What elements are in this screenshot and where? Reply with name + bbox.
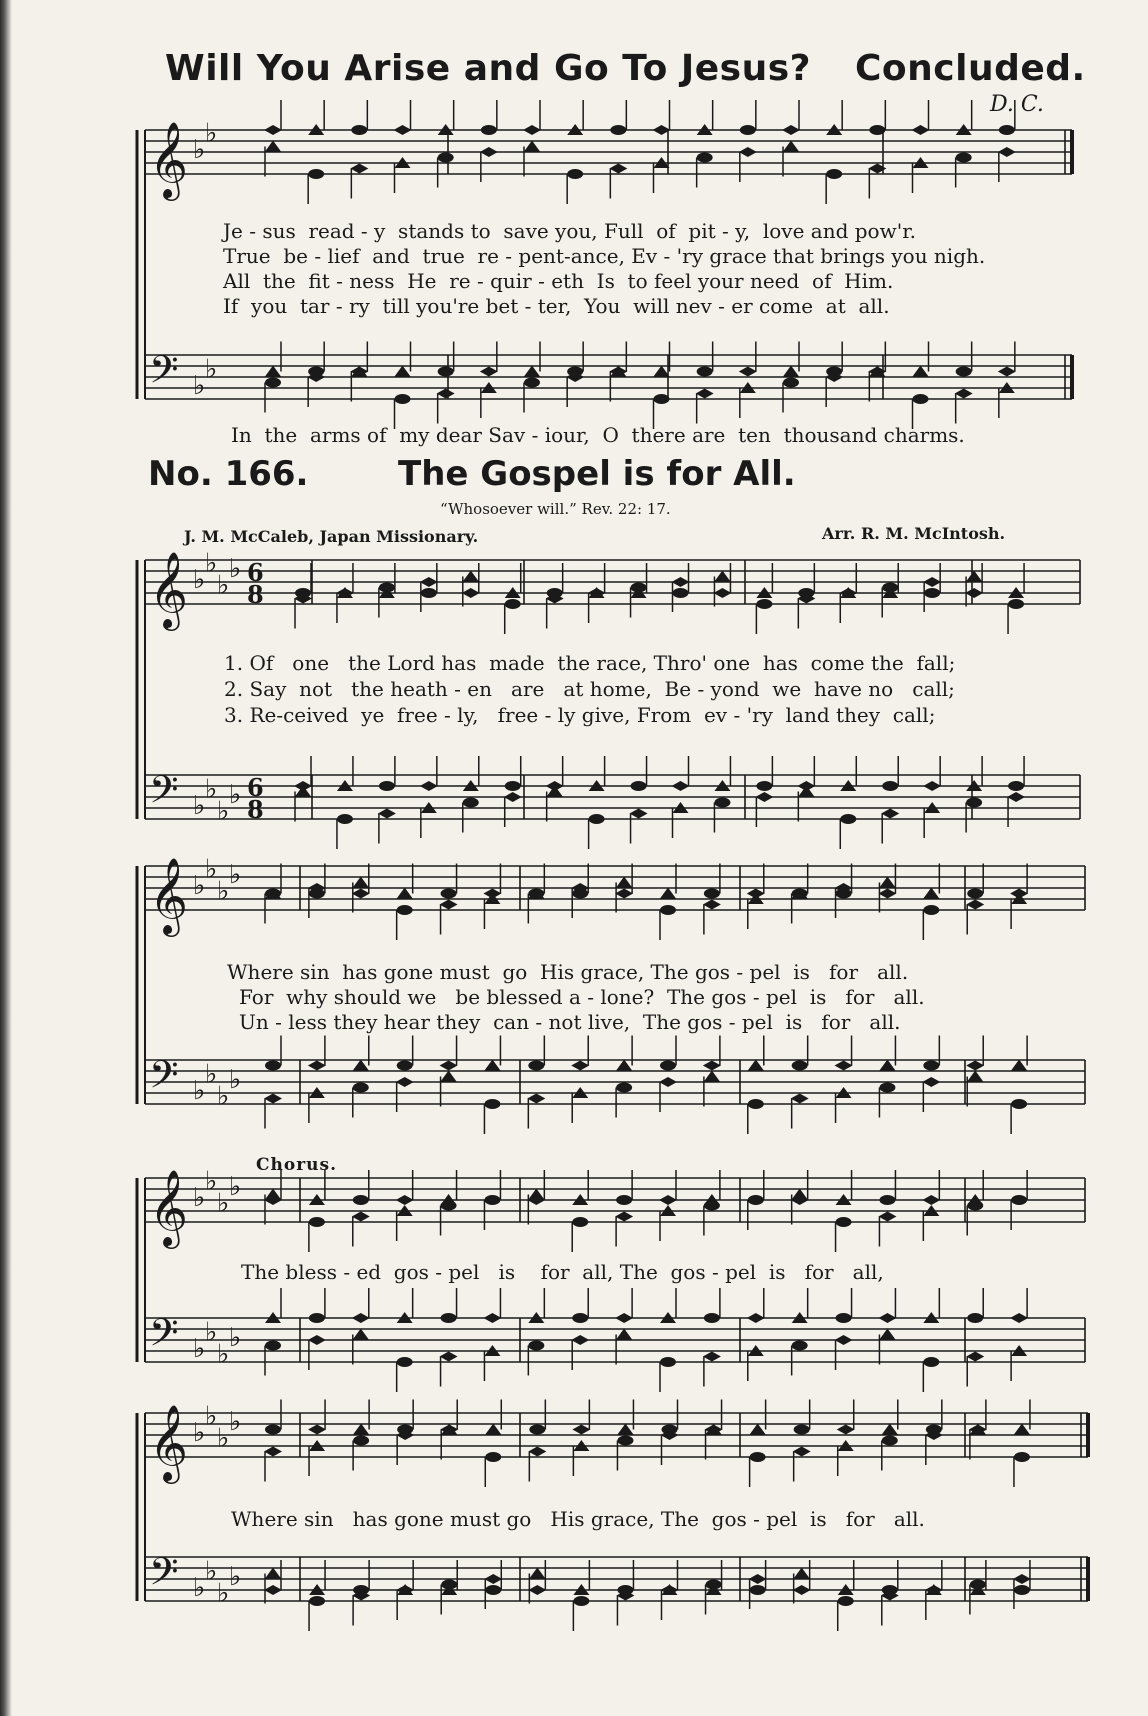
shape-note-triangle bbox=[524, 141, 540, 152]
shape-note-diamond bbox=[352, 889, 370, 899]
bass-clef: 𝄢 bbox=[149, 1052, 179, 1106]
shape-note-triangle bbox=[616, 1060, 632, 1071]
shape-note-diamond bbox=[966, 1352, 984, 1362]
shape-note-round bbox=[485, 1585, 501, 1595]
shape-note-round bbox=[913, 394, 929, 404]
shape-note-diamond bbox=[703, 1061, 721, 1071]
shape-note-diamond bbox=[749, 1574, 767, 1584]
shape-note-diamond bbox=[504, 792, 522, 802]
shape-note-triangle bbox=[704, 1071, 720, 1082]
shape-note-triangle bbox=[395, 366, 411, 377]
shape-note-round bbox=[792, 1061, 808, 1071]
shape-note-round bbox=[956, 367, 972, 377]
shape-note-round bbox=[631, 781, 647, 791]
shape-note-diamond bbox=[923, 577, 941, 587]
shape-note-diamond bbox=[659, 1077, 677, 1087]
hymn-number: No. 166. bbox=[148, 454, 309, 494]
flat-sign: ♭ bbox=[193, 1334, 206, 1364]
shape-note-round bbox=[836, 1313, 852, 1323]
shape-note-round bbox=[704, 889, 720, 899]
shape-note-diamond bbox=[1007, 792, 1025, 802]
chorus-line-2: Where sin has gone must go His grace, The gos - pel is for all. bbox=[231, 1507, 925, 1531]
shape-note-diamond bbox=[782, 125, 800, 135]
shape-note-round bbox=[714, 798, 730, 808]
shape-note-diamond bbox=[308, 1335, 326, 1345]
shape-note-diamond bbox=[396, 1195, 414, 1205]
time-signature-top: 6 bbox=[247, 773, 264, 802]
shape-note-round bbox=[308, 169, 324, 179]
shape-note-round bbox=[309, 1596, 325, 1606]
shape-note-diamond bbox=[440, 1061, 458, 1071]
shape-note-round bbox=[882, 1436, 898, 1446]
shape-note-diamond bbox=[912, 125, 930, 135]
shape-note-round bbox=[840, 814, 856, 824]
shape-note-round bbox=[970, 1580, 986, 1590]
shape-note-round bbox=[610, 125, 626, 135]
flat-sign: ♭ bbox=[229, 554, 242, 584]
shape-note-diamond bbox=[966, 900, 984, 910]
shape-note-triangle bbox=[794, 1568, 810, 1579]
shape-note-round bbox=[441, 1580, 457, 1590]
flat-sign: ♭ bbox=[229, 780, 242, 810]
shape-note-round bbox=[967, 1201, 983, 1211]
shape-note-diamond bbox=[878, 1212, 896, 1222]
shape-note-round bbox=[397, 1061, 413, 1071]
continuation-refrain: In the arms of my dear Sav - iour, O there are ten thousand charms. bbox=[231, 423, 965, 447]
shape-note-round bbox=[265, 1061, 281, 1071]
shape-note-diamond bbox=[308, 1061, 326, 1071]
shape-note-diamond bbox=[1013, 1574, 1031, 1584]
shape-note-diamond bbox=[440, 1352, 458, 1362]
shape-note-round bbox=[265, 889, 281, 899]
shape-note-diamond bbox=[703, 1352, 721, 1362]
shape-note-triangle bbox=[882, 1424, 898, 1435]
continued-title-text: Will You Arise and Go To Jesus? bbox=[165, 48, 812, 89]
shape-note-triangle bbox=[485, 1424, 501, 1435]
shape-note-round bbox=[1014, 1452, 1030, 1462]
shape-note-round bbox=[838, 1596, 854, 1606]
bass-clef: 𝄢 bbox=[149, 347, 179, 401]
shape-note-triangle bbox=[923, 888, 939, 899]
flat-sign: ♭ bbox=[217, 1578, 230, 1609]
shape-note-triangle bbox=[617, 1424, 633, 1435]
shape-note-round bbox=[740, 125, 756, 135]
shape-note-round bbox=[567, 169, 583, 179]
shape-note-diamond bbox=[835, 1335, 853, 1345]
chorus-label: Chorus. bbox=[256, 1155, 338, 1175]
flat-sign: ♭ bbox=[229, 1065, 242, 1095]
shape-note-diamond bbox=[437, 389, 455, 399]
shape-note-triangle bbox=[353, 877, 369, 888]
flat-sign: ♭ bbox=[205, 354, 218, 385]
hymn-title: The Gospel is for All. bbox=[398, 454, 796, 494]
shape-note-round bbox=[923, 905, 939, 915]
shape-note-round bbox=[485, 1452, 501, 1462]
shape-note-triangle bbox=[660, 888, 676, 899]
shape-note-diamond bbox=[672, 781, 690, 791]
shape-note-round bbox=[265, 378, 281, 388]
shape-note-round bbox=[792, 889, 808, 899]
chorus-line-1: The bless - ed gos - pel is for all, The gos - pel is for all, bbox=[241, 1260, 884, 1284]
shape-note-round bbox=[397, 905, 413, 915]
shape-note-triangle bbox=[265, 1568, 281, 1579]
shape-note-round bbox=[1014, 1585, 1030, 1595]
shape-note-diamond bbox=[966, 1061, 984, 1071]
shape-note-diamond bbox=[998, 367, 1016, 377]
shape-note-round bbox=[353, 1436, 369, 1446]
shape-note-round bbox=[792, 1341, 808, 1351]
shape-note-diamond bbox=[878, 889, 896, 899]
shape-note-triangle bbox=[528, 1189, 544, 1200]
shape-note-round bbox=[654, 394, 670, 404]
shape-note-diamond bbox=[483, 1313, 501, 1323]
shape-note-diamond bbox=[955, 389, 973, 399]
flat-sign: ♭ bbox=[217, 570, 230, 601]
shape-note-diamond bbox=[739, 367, 757, 377]
shape-note-triangle bbox=[966, 571, 982, 582]
flat-sign: ♭ bbox=[193, 1573, 206, 1603]
treble-clef: 𝄞 bbox=[149, 121, 189, 198]
continuation-verse-3: All the fit - ness He re - quir - eth Is to feel your need of Him. bbox=[223, 269, 894, 293]
shape-note-round bbox=[309, 1217, 325, 1227]
time-signature-bottom: 8 bbox=[247, 580, 264, 609]
shape-note-round bbox=[528, 889, 544, 899]
shape-note-diamond bbox=[878, 1313, 896, 1323]
shape-note-diamond bbox=[609, 164, 627, 174]
shape-note-round bbox=[660, 1061, 676, 1071]
continuation-verse-1: Je - sus read - y stands to save you, Full of pit - y, love and pow'r. bbox=[223, 219, 916, 243]
shape-note-diamond bbox=[739, 147, 757, 157]
shape-note-diamond bbox=[352, 1212, 370, 1222]
shape-note-triangle bbox=[463, 571, 479, 582]
shape-note-triangle bbox=[529, 1568, 545, 1579]
shape-note-diamond bbox=[527, 1094, 545, 1104]
shape-note-round bbox=[836, 1217, 852, 1227]
arranger-credit: Arr. R. M. McIntosh. bbox=[822, 524, 1006, 543]
shape-note-diamond bbox=[713, 588, 731, 598]
shape-note-diamond bbox=[264, 125, 282, 135]
flat-sign: ♭ bbox=[217, 1423, 230, 1454]
shape-note-round bbox=[631, 583, 647, 593]
shape-note-round bbox=[673, 588, 689, 598]
shape-note-diamond bbox=[572, 1425, 590, 1435]
shape-note-diamond bbox=[922, 1195, 940, 1205]
verse-line-b-2: For why should we be blessed a - lone? The gos - pel is for all. bbox=[239, 985, 925, 1009]
concluded-label: Concluded. bbox=[855, 48, 1086, 89]
shape-note-round bbox=[1008, 599, 1024, 609]
shape-note-triangle bbox=[1011, 1060, 1027, 1071]
shape-note-triangle bbox=[750, 1424, 766, 1435]
flat-sign: ♭ bbox=[205, 1059, 218, 1090]
shape-note-diamond bbox=[480, 147, 498, 157]
shape-note-diamond bbox=[791, 1094, 809, 1104]
shape-note-round bbox=[756, 599, 772, 609]
shape-note-diamond bbox=[528, 1585, 546, 1595]
flat-sign: ♭ bbox=[229, 1407, 242, 1437]
shape-note-triangle bbox=[265, 366, 281, 377]
shape-note-triangle bbox=[783, 366, 799, 377]
shape-note-round bbox=[616, 1195, 632, 1205]
flat-sign: ♭ bbox=[217, 796, 230, 827]
shape-note-round bbox=[756, 781, 772, 791]
shape-note-diamond bbox=[484, 1574, 502, 1584]
verse-line-a-3: 3. Re-ceived ye free - ly, free - ly give, From ev - 'ry land they call; bbox=[224, 703, 936, 727]
shape-note-diamond bbox=[571, 1061, 589, 1071]
flat-sign: ♭ bbox=[217, 1339, 230, 1370]
shape-note-round bbox=[882, 781, 898, 791]
shape-note-diamond bbox=[396, 1077, 414, 1087]
shape-note-diamond bbox=[420, 781, 438, 791]
shape-note-diamond bbox=[571, 1335, 589, 1345]
flat-sign: ♭ bbox=[229, 860, 242, 890]
shape-note-round bbox=[438, 153, 454, 163]
shape-note-triangle bbox=[397, 888, 413, 899]
shape-note-diamond bbox=[703, 900, 721, 910]
shape-note-triangle bbox=[265, 1189, 281, 1200]
treble-clef: 𝄞 bbox=[149, 551, 189, 628]
shape-note-round bbox=[704, 1313, 720, 1323]
shape-note-triangle bbox=[353, 1424, 369, 1435]
shape-note-triangle bbox=[654, 366, 670, 377]
shape-note-round bbox=[956, 153, 972, 163]
scripture-reference: “Whosoever will.” Rev. 22: 17. bbox=[440, 500, 671, 518]
shape-note-triangle bbox=[792, 1189, 808, 1200]
shape-note-round bbox=[463, 798, 479, 808]
shape-note-round bbox=[924, 588, 940, 598]
flat-sign: ♭ bbox=[205, 1401, 218, 1432]
shape-note-diamond bbox=[350, 164, 368, 174]
shape-note-round bbox=[441, 1313, 457, 1323]
shape-note-diamond bbox=[923, 781, 941, 791]
shape-note-round bbox=[351, 125, 367, 135]
shape-note-diamond bbox=[264, 1585, 282, 1595]
shape-note-diamond bbox=[1010, 1313, 1028, 1323]
treble-clef: 𝄞 bbox=[149, 1404, 189, 1481]
flat-sign: ♭ bbox=[229, 1323, 242, 1353]
verse-line-a-2: 2. Say not the heath - en are at home, Be - yond we have no call; bbox=[224, 677, 955, 701]
shape-note-diamond bbox=[755, 792, 773, 802]
shape-note-round bbox=[309, 1313, 325, 1323]
shape-note-round bbox=[967, 1313, 983, 1323]
shape-note-diamond bbox=[747, 1313, 765, 1323]
bass-clef: 𝄢 bbox=[149, 1310, 179, 1364]
shape-note-diamond bbox=[483, 1195, 501, 1205]
shape-note-round bbox=[750, 1585, 766, 1595]
shape-note-triangle bbox=[353, 1060, 369, 1071]
shape-note-round bbox=[826, 169, 842, 179]
shape-note-round bbox=[616, 1083, 632, 1093]
shape-note-triangle bbox=[484, 1060, 500, 1071]
shape-note-round bbox=[441, 889, 457, 899]
flat-sign: ♭ bbox=[193, 1076, 206, 1106]
shape-note-round bbox=[572, 1313, 588, 1323]
shape-note-round bbox=[617, 1436, 633, 1446]
shape-note-diamond bbox=[793, 1585, 811, 1595]
shape-note-round bbox=[379, 583, 395, 593]
flat-sign: ♭ bbox=[193, 791, 206, 821]
flat-sign: ♭ bbox=[217, 1188, 230, 1219]
shape-note-diamond bbox=[308, 1425, 326, 1435]
shape-note-round bbox=[524, 378, 540, 388]
shape-note-round bbox=[706, 1580, 722, 1590]
flat-sign: ♭ bbox=[217, 876, 230, 907]
shape-note-triangle bbox=[783, 141, 799, 152]
shape-note-diamond bbox=[965, 588, 983, 598]
shape-note-diamond bbox=[420, 577, 438, 587]
shape-note-round bbox=[748, 1099, 764, 1109]
shape-note-round bbox=[1011, 1099, 1027, 1109]
shape-note-diamond bbox=[615, 889, 633, 899]
shape-note-diamond bbox=[630, 809, 648, 819]
shape-note-diamond bbox=[696, 389, 714, 399]
shape-note-round bbox=[505, 599, 521, 609]
flat-sign: ♭ bbox=[205, 1556, 218, 1587]
shape-note-diamond bbox=[672, 577, 690, 587]
shape-note-triangle bbox=[616, 1329, 632, 1340]
shape-note-round bbox=[660, 905, 676, 915]
verse-line-b-3: Un - less they hear they can - not live, The gos - pel is for all. bbox=[239, 1010, 901, 1034]
shape-note-triangle bbox=[913, 366, 929, 377]
shape-note-diamond bbox=[462, 588, 480, 598]
shape-note-round bbox=[697, 153, 713, 163]
shape-note-round bbox=[660, 1357, 676, 1367]
verse-line-b-1: Where sin has gone must go His grace, The gos - pel is for all. bbox=[227, 960, 909, 984]
shape-note-triangle bbox=[967, 1071, 983, 1082]
flat-sign: ♭ bbox=[229, 1172, 242, 1202]
flat-sign: ♭ bbox=[193, 1183, 206, 1213]
shape-note-diamond bbox=[378, 809, 396, 819]
shape-note-round bbox=[704, 1201, 720, 1211]
shape-note-round bbox=[869, 125, 885, 135]
shape-note-diamond bbox=[615, 1212, 633, 1222]
shape-note-round bbox=[421, 588, 437, 598]
shape-note-triangle bbox=[353, 1329, 369, 1340]
shape-note-round bbox=[337, 814, 353, 824]
lyricist-credit: J. M. McCaleb, Japan Missionary. bbox=[184, 527, 479, 546]
verse-line-a-1: 1. Of one the Lord has made the race, Thro' one has come the fall; bbox=[224, 651, 956, 675]
shape-note-diamond bbox=[837, 1425, 855, 1435]
shape-note-diamond bbox=[793, 1447, 811, 1457]
treble-clef: 𝄞 bbox=[149, 857, 189, 934]
shape-note-round bbox=[923, 1357, 939, 1367]
shape-note-triangle bbox=[879, 1329, 895, 1340]
treble-clef: 𝄞 bbox=[149, 1169, 189, 1246]
shape-note-round bbox=[697, 367, 713, 377]
shape-note-round bbox=[481, 125, 497, 135]
flat-sign: ♭ bbox=[193, 871, 206, 901]
shape-note-round bbox=[572, 1217, 588, 1227]
shape-note-triangle bbox=[879, 877, 895, 888]
shape-note-diamond bbox=[1010, 1195, 1028, 1205]
shape-note-round bbox=[353, 1195, 369, 1205]
shape-note-triangle bbox=[1014, 1424, 1030, 1435]
flat-sign: ♭ bbox=[205, 774, 218, 805]
time-signature-top: 6 bbox=[247, 558, 264, 587]
shape-note-round bbox=[966, 798, 982, 808]
shape-note-round bbox=[265, 1425, 281, 1435]
shape-note-round bbox=[379, 781, 395, 791]
shape-note-diamond bbox=[523, 125, 541, 135]
shape-note-round bbox=[484, 1099, 500, 1109]
shape-note-round bbox=[505, 781, 521, 791]
flat-sign: ♭ bbox=[205, 1317, 218, 1348]
shape-note-diamond bbox=[922, 1077, 940, 1087]
shape-note-round bbox=[999, 125, 1015, 135]
shape-note-round bbox=[265, 1341, 281, 1351]
bass-clef: 𝄢 bbox=[149, 1549, 179, 1603]
shape-note-diamond bbox=[394, 125, 412, 135]
shape-note-diamond bbox=[659, 1195, 677, 1205]
shape-note-diamond bbox=[747, 1195, 765, 1205]
shape-note-round bbox=[529, 1425, 545, 1435]
shape-note-round bbox=[438, 367, 454, 377]
flat-sign: ♭ bbox=[193, 565, 206, 595]
flat-sign: ♭ bbox=[193, 371, 206, 401]
flat-sign: ♭ bbox=[205, 1166, 218, 1197]
shape-note-round bbox=[879, 1083, 895, 1093]
da-capo-mark: D. C. bbox=[990, 92, 1044, 117]
shape-note-triangle bbox=[441, 1071, 457, 1082]
flat-sign: ♭ bbox=[205, 854, 218, 885]
shape-note-round bbox=[441, 1201, 457, 1211]
shape-note-diamond bbox=[615, 1313, 633, 1323]
shape-note-round bbox=[353, 1083, 369, 1093]
flat-sign: ♭ bbox=[217, 1081, 230, 1112]
flat-sign: ♭ bbox=[205, 118, 218, 149]
shape-note-diamond bbox=[440, 900, 458, 910]
shape-note-diamond bbox=[352, 1313, 370, 1323]
shape-note-round bbox=[528, 1061, 544, 1071]
shape-note-round bbox=[923, 1061, 939, 1071]
shape-note-round bbox=[573, 1596, 589, 1606]
flat-sign: ♭ bbox=[193, 1418, 206, 1448]
shape-note-diamond bbox=[528, 1447, 546, 1457]
shape-note-round bbox=[882, 583, 898, 593]
flat-sign: ♭ bbox=[193, 135, 206, 165]
shape-note-diamond bbox=[881, 809, 899, 819]
shape-note-diamond bbox=[998, 147, 1016, 157]
shape-note-diamond bbox=[835, 1061, 853, 1071]
flat-sign: ♭ bbox=[205, 548, 218, 579]
shape-note-triangle bbox=[524, 366, 540, 377]
shape-note-round bbox=[1008, 781, 1024, 791]
shape-note-round bbox=[879, 1195, 895, 1205]
continuation-verse-4: If you tar - ry till you're bet - ter, You will nev - er come at all. bbox=[223, 294, 890, 318]
shape-note-round bbox=[750, 1452, 766, 1462]
shape-note-round bbox=[528, 1341, 544, 1351]
bass-clef: 𝄢 bbox=[149, 767, 179, 821]
shape-note-triangle bbox=[879, 1060, 895, 1071]
shape-note-triangle bbox=[748, 1060, 764, 1071]
shape-note-diamond bbox=[264, 1094, 282, 1104]
continuation-verse-2: True be - lief and true re - pent-ance, Ev - 'ry grace that brings you nigh. bbox=[223, 244, 986, 268]
shape-note-diamond bbox=[264, 1447, 282, 1457]
shape-note-round bbox=[783, 378, 799, 388]
shape-note-round bbox=[967, 889, 983, 899]
time-signature-bottom: 8 bbox=[247, 795, 264, 824]
shape-note-round bbox=[794, 1425, 810, 1435]
flat-sign: ♭ bbox=[229, 1562, 242, 1592]
shape-note-round bbox=[397, 1357, 413, 1367]
shape-note-diamond bbox=[480, 367, 498, 377]
shape-note-round bbox=[395, 394, 411, 404]
shape-note-triangle bbox=[265, 141, 281, 152]
shape-note-round bbox=[589, 814, 605, 824]
shape-note-triangle bbox=[714, 571, 730, 582]
shape-note-triangle bbox=[616, 877, 632, 888]
